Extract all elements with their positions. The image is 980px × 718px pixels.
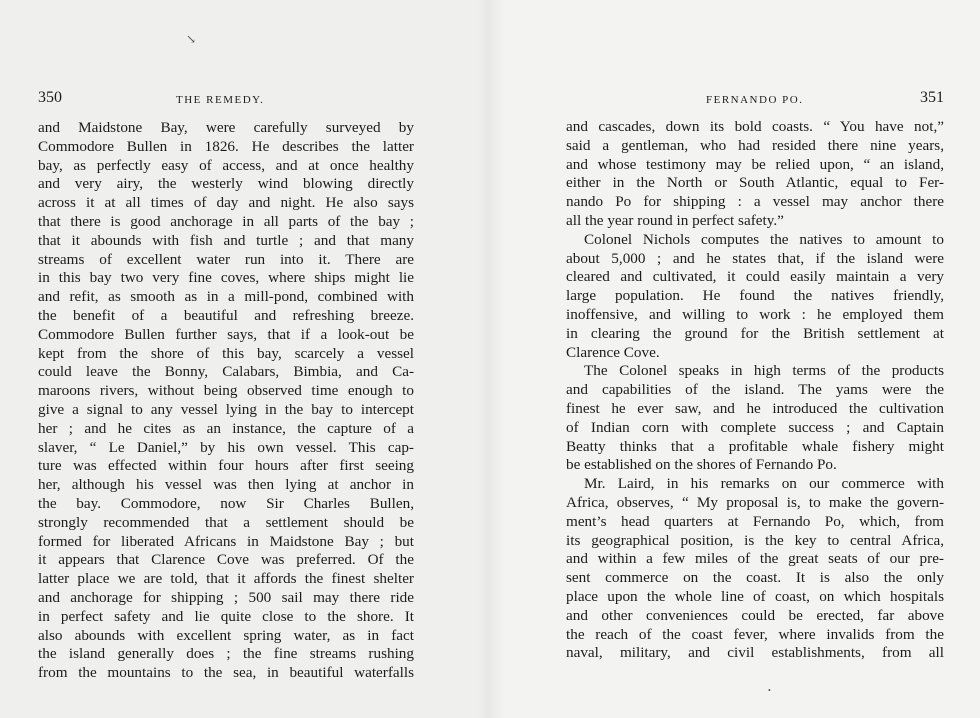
right-text-line: and within a few miles of the great seats of our pre- bbox=[566, 550, 944, 568]
left-text-line: that there is good anchorage in all parts of the bay ; bbox=[38, 212, 414, 230]
right-text-line: cleared and cultivated, it could easily maintain a very bbox=[566, 268, 944, 286]
left-text-line: her ; and he cites as an instance, the capture of a bbox=[38, 419, 414, 437]
scan-dot: • bbox=[768, 686, 771, 695]
right-text-line: Africa, observes, “ My proposal is, to make the govern- bbox=[566, 493, 944, 511]
right-page-header bbox=[566, 88, 944, 108]
right-text-line: be established on the shores of Fernando Po. bbox=[566, 456, 837, 474]
book-gutter bbox=[478, 0, 504, 718]
right-text-line: Colonel Nichols computes the natives to amount to bbox=[584, 230, 944, 248]
left-text-line: kept from the shore of this bay, scarcely a vessel bbox=[38, 344, 414, 362]
right-text-line: ment’s head quarters at Fernando Po, which, from bbox=[566, 512, 944, 530]
left-text-line: could leave the Bonny, Calabars, Bimbia, and Ca- bbox=[38, 363, 414, 381]
left-text-line: the island generally does ; the fine streams rushing bbox=[38, 645, 414, 663]
right-text-line: its geographical position, is the key to central Africa, bbox=[566, 531, 944, 549]
right-text-line: sent commerce on the coast. It is also the only bbox=[566, 569, 944, 587]
right-running-head: FERNANDO PO. bbox=[706, 94, 804, 106]
left-page-body bbox=[38, 119, 414, 683]
left-text-line: and refit, as smooth as in a mill-pond, combined with bbox=[38, 288, 414, 306]
left-text-line: Commodore Bullen further says, that if a look-out be bbox=[38, 325, 414, 343]
left-text-line: and Maidstone Bay, were carefully surveyed by bbox=[38, 119, 414, 136]
left-text-line: strongly recommended that a settlement should be bbox=[38, 513, 414, 531]
left-text-line: her, although his vessel was then lying at anchor in bbox=[38, 476, 414, 494]
left-page-number: 350 bbox=[38, 89, 62, 106]
right-page-number: 351 bbox=[920, 89, 944, 106]
left-text-line: that it abounds with fish and turtle ; and that many bbox=[38, 231, 414, 249]
left-running-head: THE REMEDY. bbox=[176, 94, 265, 106]
left-text-line: and anchorage for shipping ; 500 sail may there ride bbox=[38, 588, 414, 606]
right-text-line: Beatty thinks that a profitable whale fishery might bbox=[566, 437, 944, 455]
right-text-line: and whose testimony may be relied upon, “ an island, bbox=[566, 155, 944, 173]
right-text-line: and cascades, down its bold coasts. “ You have not,” bbox=[566, 118, 944, 135]
left-text-line: the benefit of a beautiful and refreshing breeze. bbox=[38, 306, 414, 324]
left-page-header bbox=[38, 88, 414, 108]
right-text-line: said a gentleman, who had resided there nine years, bbox=[566, 136, 944, 154]
right-text-line: naval, military, and civil establishments, from all bbox=[566, 644, 944, 662]
left-text-line: latter place we are told, that it affords the finest shelter bbox=[38, 570, 414, 588]
left-text-line: give a signal to any vessel lying in the bay to intercept bbox=[38, 400, 414, 418]
right-text-line: the reach of the coast fever, where invalids from the bbox=[566, 625, 944, 643]
right-text-line: of Indian corn with complete success ; and Captain bbox=[566, 418, 944, 436]
left-text-line: the bay. Commodore, now Sir Charles Bullen, bbox=[38, 494, 414, 512]
right-text-line: all the year round in perfect safety.” bbox=[566, 211, 784, 229]
right-text-line: finest he ever saw, and he introduced the cultivation bbox=[566, 399, 944, 417]
left-text-line: also abounds with excellent spring water, as in fact bbox=[38, 626, 414, 644]
left-text-line: it appears that Clarence Cove was preferred. Of the bbox=[38, 551, 414, 569]
left-text-line: across it at all times of day and night. He also says bbox=[38, 194, 414, 212]
right-text-line: place upon the whole line of coast, on which hospitals bbox=[566, 587, 944, 605]
left-text-line: from the mountains to the sea, in beautiful waterfalls bbox=[38, 664, 414, 682]
left-text-line: ture was effected within four hours after first seeing bbox=[38, 457, 414, 475]
right-text-line: Mr. Laird, in his remarks on our commerce with bbox=[584, 475, 944, 493]
right-text-line: inoffensive, and willing to work : he employed them bbox=[566, 305, 944, 323]
left-text-line: formed for liberated Africans in Maidstone Bay ; but bbox=[38, 532, 414, 550]
left-text-line: streams of excellent water run into it. There are bbox=[38, 250, 414, 268]
left-text-line: in this bay two very fine coves, where ships might lie bbox=[38, 269, 414, 287]
right-text-line: either in the North or South Atlantic, equal to Fer- bbox=[566, 174, 944, 192]
right-text-line: The Colonel speaks in high terms of the products bbox=[584, 362, 944, 380]
left-text-line: bay, as perfectly easy of access, and at once healthy bbox=[38, 156, 414, 174]
left-text-line: maroons rivers, without being observed time enough to bbox=[38, 382, 414, 400]
right-text-line: nando Po for shipping : a vessel may anchor there bbox=[566, 193, 944, 211]
left-text-line: and very airy, the westerly wind blowing directly bbox=[38, 175, 414, 193]
right-text-line: in clearing the ground for the British settlement at bbox=[566, 324, 944, 342]
scan-mark: ↘ bbox=[186, 32, 197, 46]
right-text-line: Clarence Cove. bbox=[566, 343, 660, 361]
left-text-line: in perfect safety and lie quite close to the shore. It bbox=[38, 607, 414, 625]
right-text-line: large population. He found the natives friendly, bbox=[566, 287, 944, 305]
right-text-line: about 5,000 ; and he states that, if the island were bbox=[566, 249, 944, 267]
left-text-line: Commodore Bullen in 1826. He describes the latter bbox=[38, 137, 414, 155]
right-page bbox=[490, 0, 980, 718]
right-page-body bbox=[566, 118, 944, 663]
left-text-line: slaver, “ Le Daniel,” by his own vessel. This cap- bbox=[38, 438, 414, 456]
right-text-line: and capabilities of the island. The yams were the bbox=[566, 381, 944, 399]
right-text-line: and other conveniences could be erected, far above bbox=[566, 606, 944, 624]
